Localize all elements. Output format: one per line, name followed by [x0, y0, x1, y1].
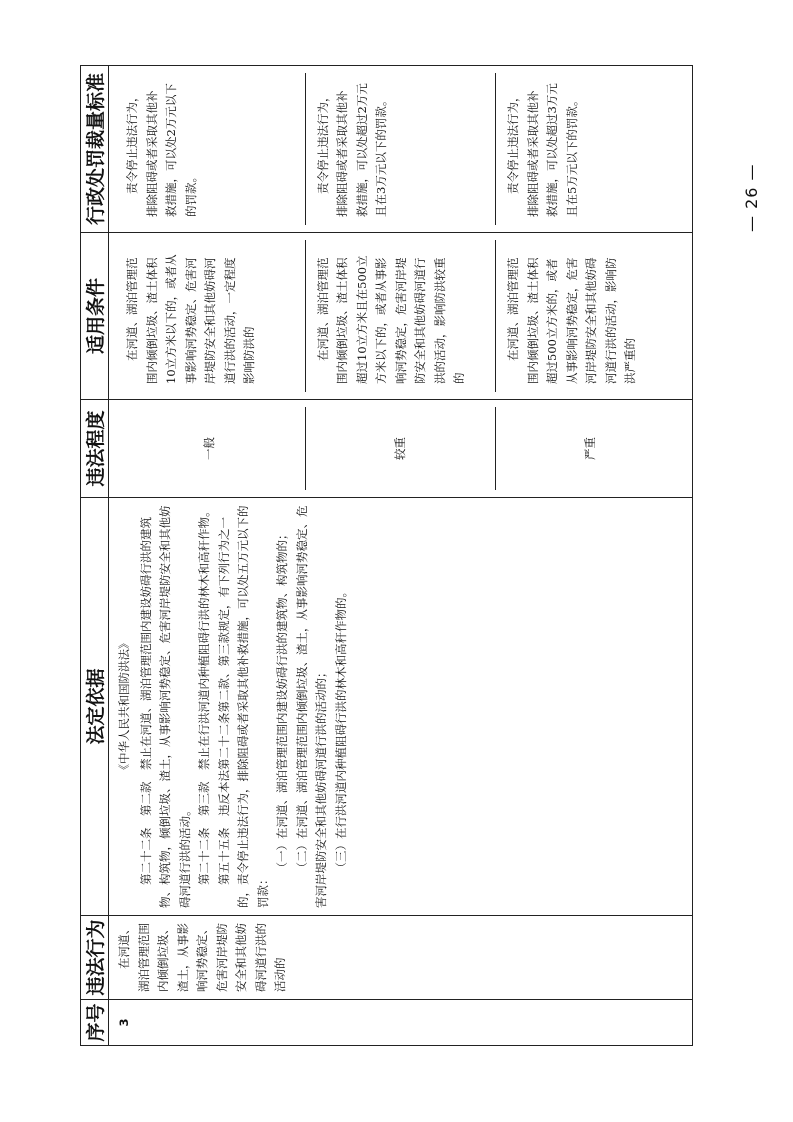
page-number: — 26 —: [742, 163, 761, 232]
degree-column: [109, 400, 693, 498]
law-title: 《中华人民共和国防洪法》: [117, 637, 131, 776]
degree-serious: 较重: [306, 407, 497, 490]
law-item: （一）在河道、湖泊管理范围内建设妨碍行洪的建筑物、构筑物的；: [275, 528, 289, 874]
degree-severe: 严重: [583, 437, 598, 460]
law-paragraph: 第二十二条 第三款 禁止在行洪河道内种植阻碍行洪的林木和高秆作物。: [197, 505, 211, 885]
header-legal-basis: 法定依据: [81, 498, 109, 916]
law-paragraph: 第二十二条 第二款 禁止在河道、湖泊管理范围内建设妨碍行洪的建筑物、构筑物，倾倒垃圾、渣土，从事影响河势稳定、危害河岸堤防安全和其他妨碍河道行洪的活动。: [138, 505, 192, 908]
condition-serious: [306, 240, 497, 392]
degree-general: 一般: [115, 407, 306, 490]
standard-general: [115, 73, 306, 225]
condition-severe: [496, 240, 686, 392]
standard-serious: [306, 73, 497, 225]
standard-text: 责令停止违法行为，排除阻碍或者采取其他补救措施，可以处超过3万元且在5万元以下的罚款。: [506, 83, 579, 217]
law-item: （三）在行洪河道内种植阻碍行洪的林木和高秆作物的。: [333, 586, 348, 874]
condition-text: 在河道、湖泊管理范围内倾倒垃圾、渣土体积超过10立方米且在500立方米以下的，或者从事影响河势稳定，危害河岸堤防安全和其他妨碍河道行洪的活动，影响防洪较重的: [315, 255, 467, 384]
header-violation: 违法行为: [81, 916, 109, 1000]
standard-column: [109, 66, 693, 233]
header-seq: 序号: [81, 1000, 109, 1046]
penalty-discretion-table: [80, 65, 693, 1046]
row-violation: 在河道、湖泊管理范围内倾倒垃圾、渣土，从事影响河势稳定、危害河岸堤防安全和其他妨碍河道行洪的活动的: [109, 916, 693, 1000]
standard-severe: [496, 73, 686, 225]
header-row: [81, 66, 109, 1046]
row-legal-basis: [109, 498, 693, 916]
standard-text: 责令停止违法行为，排除阻碍或者采取其他补救措施，可以处超过2万元且在3万元以下的罚款。: [315, 83, 389, 217]
law-paragraph: 第五十五条 违反本法第二十二条第二款、第三款规定，有下列行为之一的，责令停止违法行为，排除阻碍或者采取其他补救措施，可以处五万元以下的罚款：: [216, 505, 270, 908]
header-condition: 适用条件: [81, 233, 109, 400]
condition-text: 在河道、湖泊管理范围内倾倒垃圾、渣土体积10立方米以下的，或者从事影响河势稳定、危害河岸堤防安全和其他妨碍河道行洪的活动，一定程度影响防洪的: [125, 254, 256, 384]
header-degree: 违法程度: [81, 400, 109, 498]
law-item: （二）在河道、湖泊管理范围内倾倒垃圾、渣土，从事影响河势稳定、危害河岸堤防安全和其他妨碍河道行洪的活动的；: [294, 505, 328, 908]
condition-general: [115, 240, 306, 392]
condition-column: [109, 233, 693, 400]
table-row: [109, 66, 693, 1046]
row-seq: 3: [109, 1000, 693, 1046]
condition-text: 在河道、湖泊管理范围内倾倒垃圾、渣土体积超过500立方米的，或者从事影响河势稳定，危害河岸堤防安全和其他妨碍河道行洪的活动，影响防洪严重的: [506, 257, 638, 384]
header-penalty-standard: 行政处罚裁量标准: [81, 66, 109, 233]
standard-text: 责令停止违法行为，排除阻碍或者采取其他补救措施，可以处2万元以下的罚款。: [125, 83, 198, 217]
